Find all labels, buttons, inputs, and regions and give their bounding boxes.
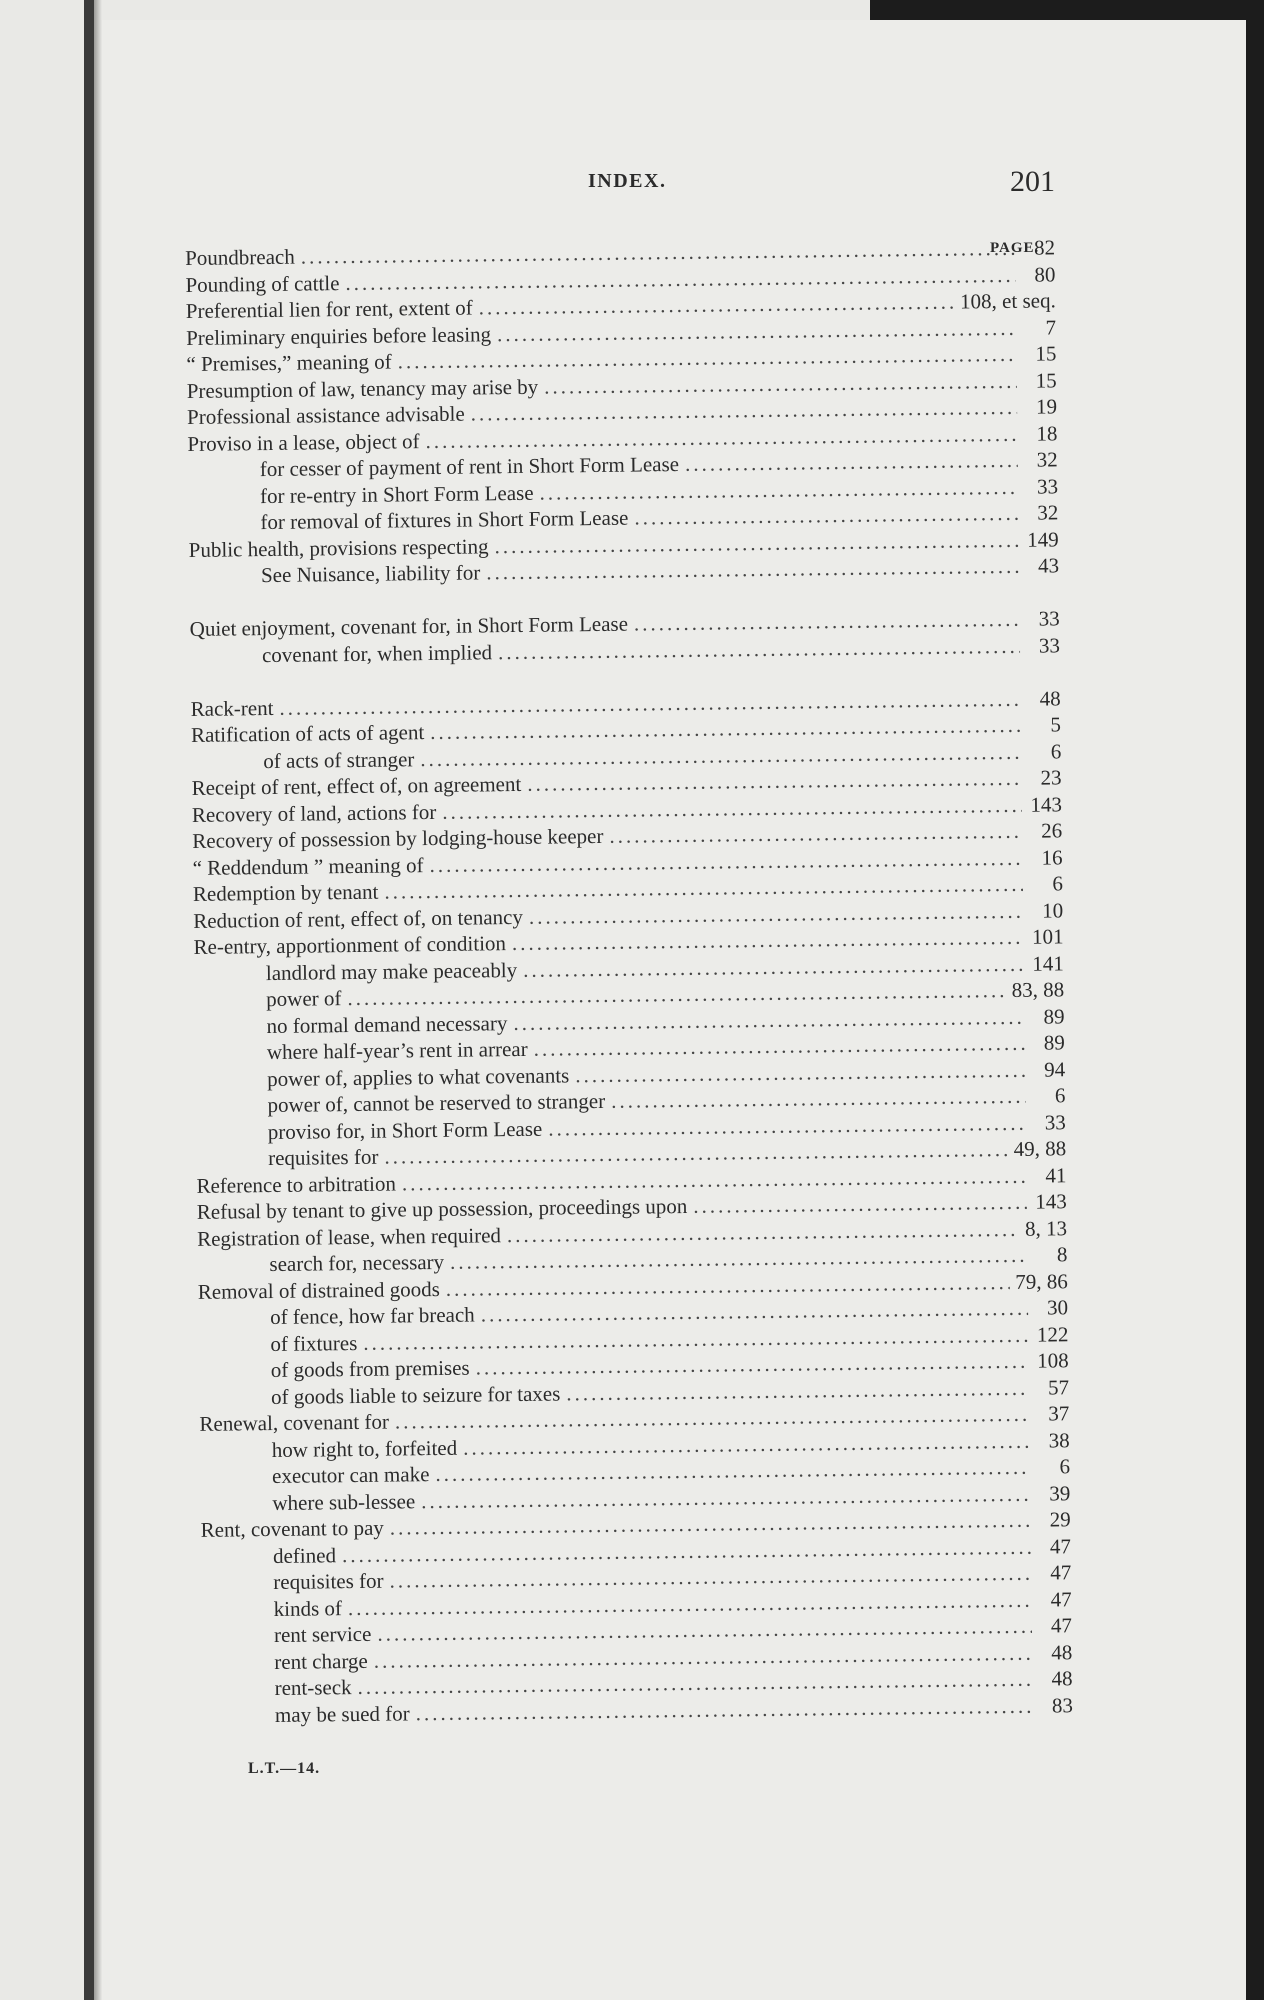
entry-text: search for, necessary: [269, 1249, 445, 1277]
page-reference: 29: [1049, 1507, 1071, 1532]
page-reference: 108: [1037, 1348, 1069, 1373]
page-reference: 26: [1041, 818, 1063, 843]
page-reference: 6: [1059, 1454, 1071, 1479]
page-reference: 48: [1051, 1666, 1073, 1691]
entry-text: executor can make: [271, 1462, 430, 1489]
page-reference: 33: [1044, 1109, 1066, 1135]
page-reference: 48: [1051, 1639, 1073, 1665]
spine-shadow: [94, 0, 102, 2000]
entry-text: of goods liable to seizure for taxes: [270, 1381, 561, 1409]
page-reference: 47: [1050, 1613, 1073, 1638]
entry-text: Re-entry, apportionment of condition: [193, 931, 507, 959]
page-reference: 41: [1045, 1162, 1067, 1188]
page-reference: 80: [1034, 261, 1056, 287]
page-reference: 108, et seq.: [959, 288, 1056, 314]
scan-border-right: [1246, 0, 1264, 2000]
entry-text: Recovery of possession by lodging-house keeper: [192, 823, 604, 853]
entry-text: Quiet enjoyment, covenant for, in Short Form Lease: [189, 611, 629, 641]
page-reference: 83: [1051, 1692, 1074, 1718]
page-reference: 89: [1043, 1030, 1065, 1055]
page-reference: 89: [1043, 1003, 1065, 1029]
entry-text: “ Reddendum ” meaning of: [192, 852, 424, 880]
entry-text: power of, cannot be reserved to stranger: [267, 1088, 606, 1118]
entry-text: Professional assistance advisable: [186, 401, 465, 429]
entry-text: Reference to arbitration: [196, 1170, 397, 1198]
entry-text: rent charge: [274, 1648, 368, 1674]
entry-text: of fixtures: [270, 1330, 358, 1356]
page-reference: 43: [1037, 553, 1060, 578]
page-reference: 32: [1037, 500, 1059, 525]
page-reference: 79, 86: [1015, 1268, 1068, 1294]
entry-text: defined: [272, 1542, 337, 1568]
page-reference: 23: [1040, 765, 1062, 790]
page-reference: 38: [1048, 1427, 1070, 1453]
entry-text: See Nuisance, liability for: [260, 560, 481, 588]
entry-text: Redemption by tenant: [192, 879, 379, 906]
entry-text: Poundbreach: [185, 244, 295, 270]
entry-text: Refusal by tenant to give up possession, proceedings upon: [196, 1193, 688, 1224]
entry-text: where sub-lessee: [272, 1488, 416, 1515]
page-reference: 47: [1050, 1586, 1072, 1612]
entry-text: Presumption of law, tenancy may arise by: [186, 374, 539, 403]
entry-text: Preliminary enquiries before leasing: [185, 321, 492, 350]
entry-text: for removal of fixtures in Short Form Lease: [260, 505, 629, 535]
page-reference: 82: [1033, 235, 1056, 260]
page-reference: 16: [1041, 844, 1063, 870]
entry-text: how right to, forfeited: [271, 1435, 458, 1462]
dot-leader: [693, 1189, 1027, 1220]
entry-text: landlord may make peaceably: [265, 957, 518, 985]
entry-text: Reduction of rent, effect of, on tenancy: [193, 904, 524, 933]
entry-text: for re-entry in Short Form Lease: [259, 480, 534, 508]
page-reference: 141: [1032, 950, 1064, 976]
page-reference: 8, 13: [1024, 1215, 1068, 1241]
entry-text: where half-year’s rent in arrear: [266, 1036, 528, 1065]
entry-text: Ratification of acts of agent: [190, 720, 425, 747]
page-reference: 32: [1036, 447, 1058, 472]
page-column-label: PAGE.: [990, 240, 1040, 256]
page-reference: 143: [1035, 1189, 1067, 1214]
page-reference: 122: [1036, 1321, 1069, 1347]
book-spine: [84, 0, 94, 2000]
page-reference: 143: [1030, 791, 1063, 817]
dot-leader: [685, 447, 1018, 478]
entry-text: power of: [266, 986, 342, 1012]
entry-text: requisites for: [268, 1144, 379, 1171]
page-reference: 6: [1050, 738, 1062, 763]
page-reference: 47: [1050, 1560, 1072, 1585]
page-reference: 39: [1049, 1480, 1071, 1506]
entry-text: Rack-rent: [190, 695, 274, 721]
page-reference: 47: [1049, 1533, 1072, 1559]
page-reference: 57: [1047, 1374, 1070, 1400]
page-reference: 10: [1042, 897, 1064, 923]
page-reference: 19: [1035, 394, 1058, 419]
entry-text: proviso for, in Short Form Lease: [267, 1116, 543, 1144]
page-reference: 7: [1045, 314, 1057, 339]
entry-text: for cesser of payment of rent in Short Form Lease: [259, 451, 680, 482]
page-reference: 101: [1031, 924, 1064, 949]
page-reference: 33: [1038, 606, 1060, 631]
page-reference: 15: [1035, 341, 1057, 366]
entry-text: Public health, provisions respecting: [188, 533, 489, 562]
entry-text: Removal of distrained goods: [197, 1276, 440, 1304]
page-reference: 94: [1043, 1056, 1066, 1082]
entry-text: rent service: [273, 1621, 372, 1648]
page-reference: 149: [1027, 526, 1059, 552]
entry-text: may be sued for: [274, 1700, 410, 1727]
page-reference: 8: [1056, 1242, 1068, 1267]
page-reference: 83, 88: [1011, 977, 1065, 1002]
signature-mark: L.T.—14.: [248, 1760, 321, 1777]
page-reference: 30: [1046, 1295, 1069, 1320]
entry-text: requisites for: [273, 1568, 384, 1595]
page-reference: 18: [1036, 420, 1058, 446]
entry-text: no formal demand necessary: [266, 1010, 508, 1038]
page-reference: 15: [1035, 367, 1057, 393]
entry-text: of acts of stranger: [263, 746, 415, 773]
entry-text: covenant for, when implied: [261, 639, 493, 667]
page-reference: 37: [1048, 1401, 1070, 1426]
entry-text: Receipt of rent, effect of, on agreement: [191, 771, 522, 800]
page-header: [0, 165, 1264, 210]
page-reference: 33: [1036, 473, 1059, 499]
page-reference: 49, 88: [1013, 1136, 1067, 1161]
page-reference: 48: [1039, 685, 1061, 711]
page-reference: 6: [1052, 871, 1064, 896]
entry-text: Registration of lease, when required: [196, 1222, 502, 1251]
entry-text: of fence, how far breach: [269, 1302, 475, 1330]
entry-text: of goods from premises: [270, 1355, 470, 1383]
entry-text: Rent, covenant to pay: [200, 1515, 384, 1542]
running-head: INDEX.: [588, 170, 667, 192]
index-list: [185, 234, 1073, 1729]
entry-text: Proviso in a lease, object of: [187, 428, 420, 456]
entry-text: “ Premises,” meaning of: [186, 349, 392, 376]
page-reference: 5: [1050, 712, 1062, 737]
page-reference: 6: [1054, 1083, 1066, 1108]
page-number: 201: [1010, 165, 1055, 198]
entry-text: Preferential lien for rent, extent of: [185, 295, 473, 323]
entry-text: rent-seck: [274, 1675, 352, 1701]
entry-text: Pounding of cattle: [185, 270, 340, 297]
entry-text: Recovery of land, actions for: [191, 799, 437, 827]
entry-text: kinds of: [273, 1595, 343, 1621]
page-reference: 33: [1038, 632, 1061, 658]
entry-text: power of, applies to what covenants: [267, 1062, 570, 1091]
entry-text: Renewal, covenant for: [199, 1409, 390, 1436]
